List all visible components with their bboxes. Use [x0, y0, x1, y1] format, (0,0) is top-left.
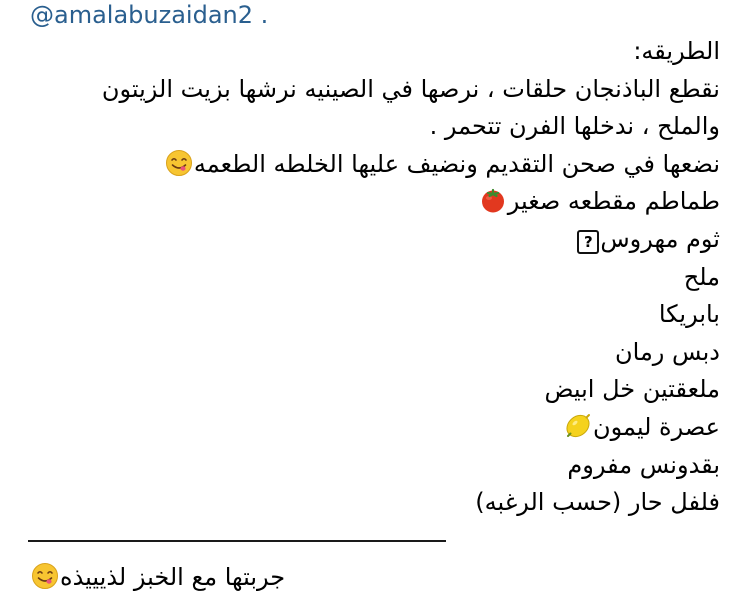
- caption-line: [0, 371, 720, 409]
- user-handle-link[interactable]: @amalabuzaidan2 .: [30, 1, 269, 29]
- divider-line: [28, 540, 446, 542]
- caption-closing: [0, 559, 720, 597]
- caption-line-text: ملح: [683, 262, 720, 291]
- caption-line-text: ثوم مهروس: [600, 224, 720, 253]
- caption-line-text: دبس رمان: [615, 337, 720, 366]
- caption-line: [0, 259, 720, 297]
- caption-line-text: جربتها مع الخبز لذيييذه: [60, 563, 286, 591]
- caption-line-text: الطريقه:: [633, 37, 720, 65]
- yum-face-icon: [165, 149, 193, 177]
- missing-glyph-icon: ?: [577, 230, 599, 254]
- caption-line-text: بابريكا: [658, 300, 720, 329]
- caption-line: [0, 221, 720, 259]
- caption-line: [0, 334, 720, 372]
- caption-line-text: ملعقتين خل ابيض: [544, 375, 720, 404]
- caption-line: [0, 559, 720, 597]
- caption-line: [0, 108, 720, 146]
- caption-line-text: نقطع الباذنجان حلقات ، نرصها في الصينيه نرشها بزيت الزيتون: [101, 74, 720, 103]
- caption-line: [0, 447, 720, 485]
- caption-line-text: والملح ، ندخلها الفرن تتحمر .: [429, 112, 720, 141]
- caption-line-text: نضعها في صحن التقديم ونضيف عليها الخلطه الطعمه: [193, 149, 720, 178]
- caption-line: [0, 33, 720, 71]
- lemon-icon: [564, 412, 592, 440]
- caption-line: [0, 183, 720, 221]
- yum-face-icon: [31, 562, 59, 590]
- tomato-icon: [479, 186, 507, 214]
- caption-line: [0, 296, 720, 334]
- caption-line: [0, 484, 720, 522]
- caption-line-wrapper: [0, 559, 285, 597]
- caption-line-text: فلفل حار (حسب الرغبه): [475, 488, 720, 517]
- caption-line: [0, 146, 720, 184]
- caption-line-text: بقدونس مفروم: [567, 450, 720, 479]
- caption-line: [0, 71, 720, 109]
- caption-line-text: طماطم مقطعه صغير: [507, 187, 720, 216]
- caption-text: [0, 33, 720, 522]
- caption-line-text: عصرة ليمون: [592, 412, 720, 441]
- caption-line: [0, 409, 720, 447]
